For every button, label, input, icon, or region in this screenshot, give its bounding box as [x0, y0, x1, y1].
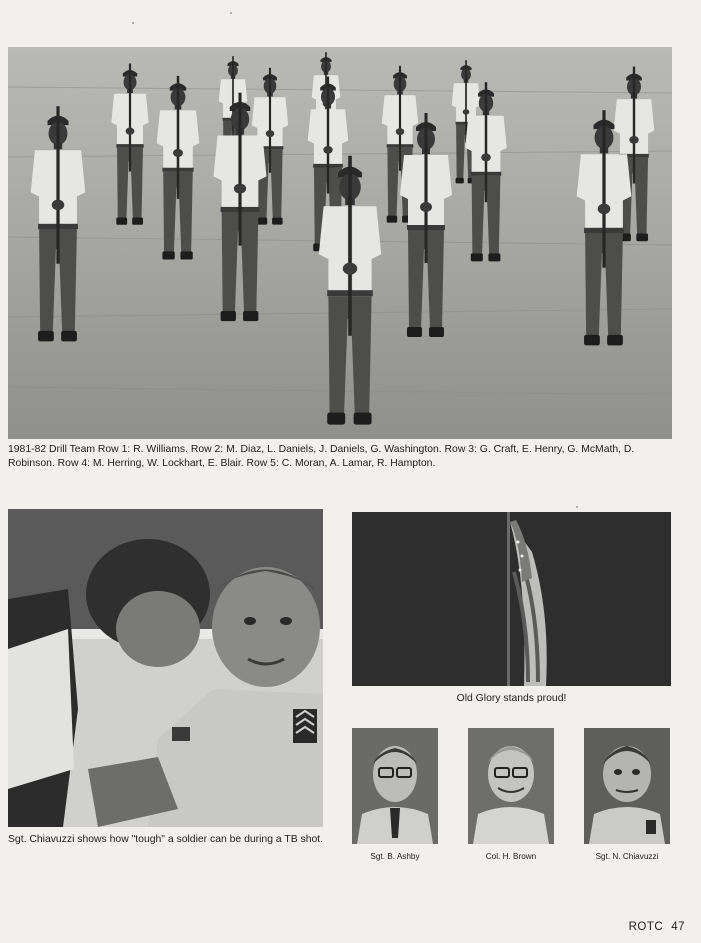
portrait-caption-brown: Col. H. Brown: [485, 852, 537, 861]
portrait-caption-ashby: Sgt. B. Ashby: [370, 852, 420, 861]
page-folio: [629, 921, 685, 933]
portrait-brown: [468, 728, 554, 844]
tb-shot-photo: [8, 509, 323, 827]
scan-speck: [576, 506, 578, 508]
drill-team-photo: [8, 47, 672, 439]
portrait-chiavuzzi: [584, 728, 670, 844]
flag-photo: [352, 512, 671, 686]
scan-speck: [132, 22, 134, 24]
scan-speck: [230, 12, 232, 14]
portrait-ashby: [352, 728, 438, 844]
portrait-caption-chiavuzzi: Sgt. N. Chiavuzzi: [595, 852, 659, 861]
page-number: 47: [671, 921, 685, 933]
tb-shot-caption: Sgt. Chiavuzzi shows how "tough" a soldier can be during a TB shot.: [8, 834, 324, 845]
section-name: ROTC: [628, 921, 664, 933]
drill-team-caption: 1981-82 Drill Team Row 1: R. Williams. Row 2: M. Diaz, L. Daniels, J. Daniels, G. Washington. Row 3: G. Craft, E. Henry, G. McMath, D. Robinson. Row 4: M. Herring, W. Lockhart, E. Blair. Row 5: C. Moran, A. Lamar, R. Hampton.: [8, 444, 635, 469]
flag-caption: Old Glory stands proud!: [456, 693, 567, 704]
